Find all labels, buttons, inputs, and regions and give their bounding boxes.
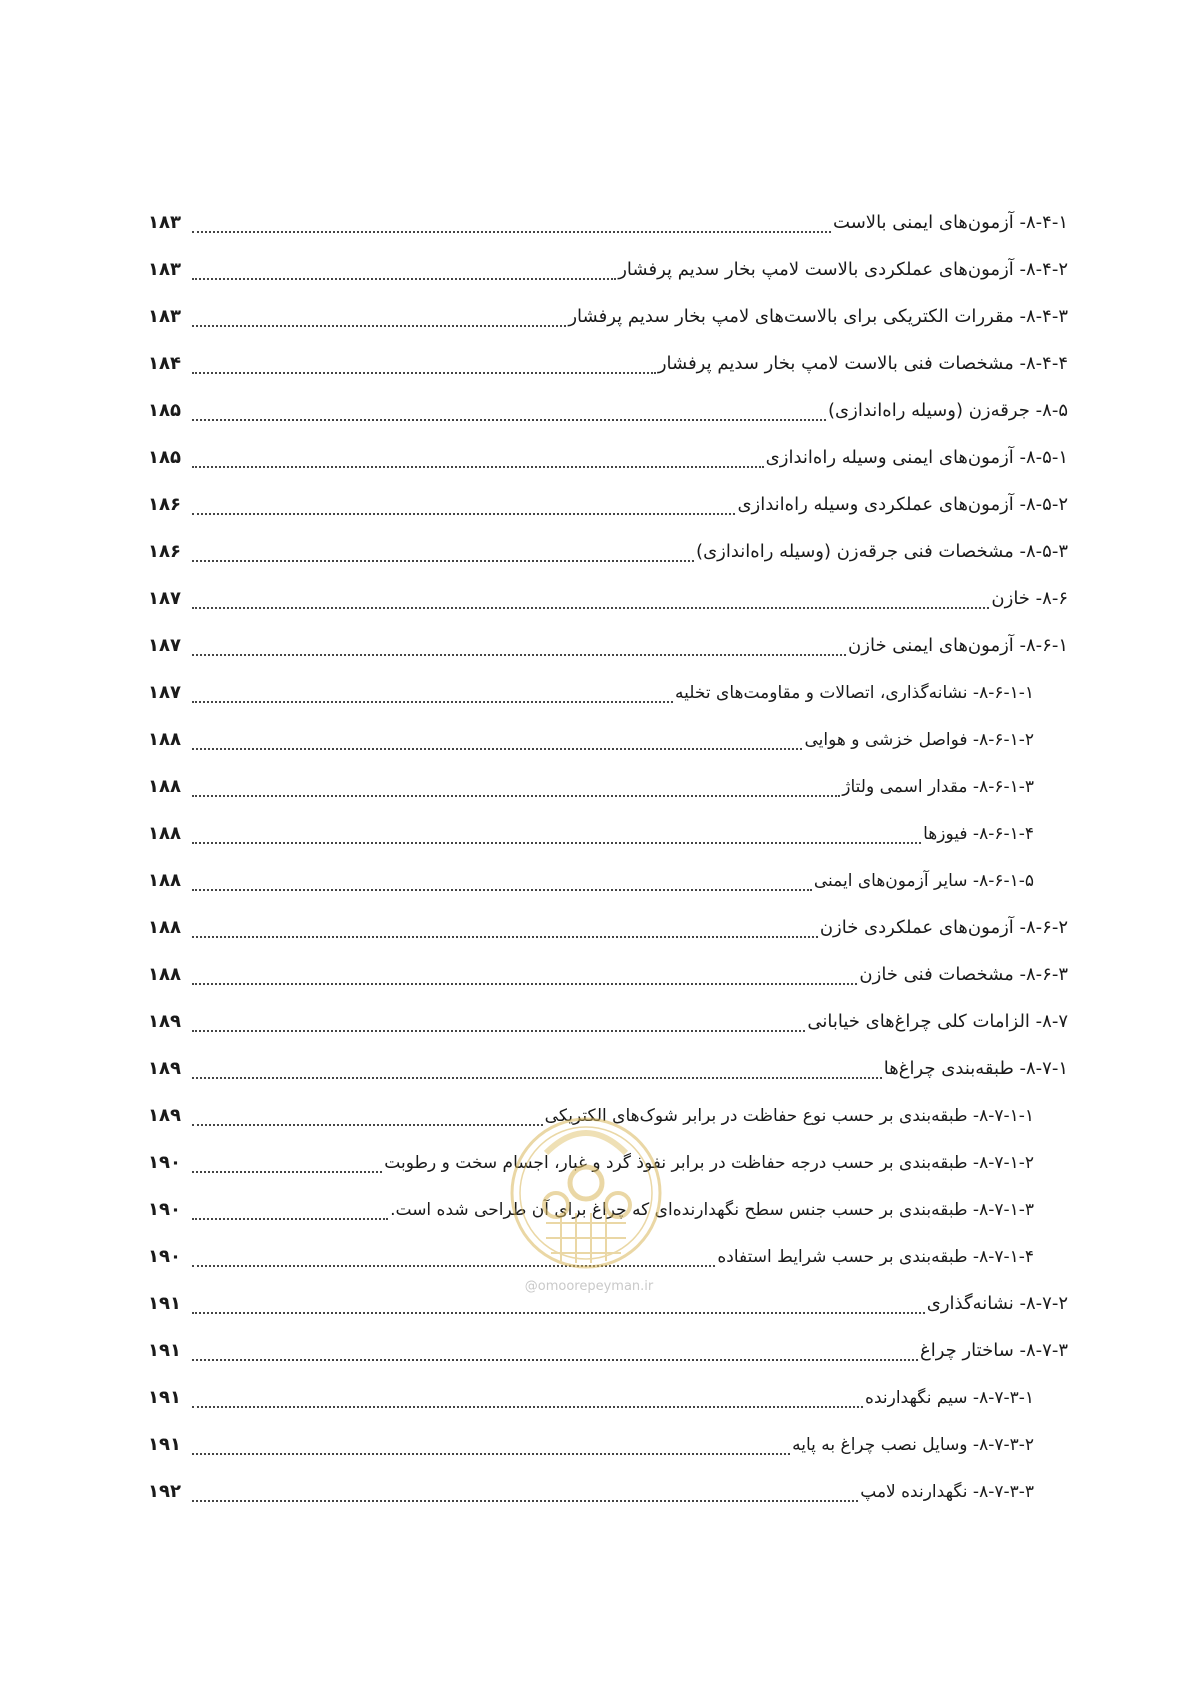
toc-entry-title: ۸-۷-۱-۴- طبقه‌بندی بر حسب شرایط استفاده bbox=[717, 1247, 1034, 1267]
toc-page-number: ۱۸۹ bbox=[148, 1011, 181, 1032]
toc-page-number: ۱۹۱ bbox=[148, 1293, 181, 1314]
toc-entry-title: ۸-۶-۱-۴- فیوزها bbox=[923, 824, 1034, 844]
toc-entry[interactable] bbox=[148, 964, 1068, 1011]
toc-page-number: ۱۸۸ bbox=[148, 823, 181, 844]
toc-page-number: ۱۹۰ bbox=[148, 1199, 181, 1220]
dot-leader bbox=[192, 212, 831, 233]
dot-leader bbox=[192, 541, 694, 562]
toc-entry-title: ۸-۷-۲- نشانه‌گذاری bbox=[926, 1293, 1068, 1314]
toc-page-number: ۱۸۷ bbox=[148, 682, 181, 703]
dot-leader bbox=[192, 259, 616, 280]
toc-entry-title: ۸-۴-۲- آزمون‌های عملکردی بالاست لامپ بخار سدیم پرفشار bbox=[618, 259, 1068, 280]
toc-entry[interactable] bbox=[148, 1011, 1068, 1058]
toc-entry-title: ۸-۷-۱-۱- طبقه‌بندی بر حسب نوع حفاظت در برابر شوک‌های الکتریکی bbox=[544, 1106, 1034, 1126]
toc-entry[interactable] bbox=[148, 1481, 1068, 1528]
toc-entry[interactable] bbox=[148, 1434, 1068, 1481]
toc-entry-title: ۸-۶-۲- آزمون‌های عملکردی خازن bbox=[819, 917, 1068, 938]
toc-entry[interactable] bbox=[148, 1199, 1068, 1246]
toc-page-number: ۱۸۹ bbox=[148, 1058, 181, 1079]
toc-page-number: ۱۹۲ bbox=[148, 1481, 181, 1502]
toc-page-number: ۱۹۱ bbox=[148, 1340, 181, 1361]
toc-page-number: ۱۹۱ bbox=[148, 1387, 181, 1408]
dot-leader bbox=[192, 964, 857, 985]
toc-entry-title: ۸-۷-۳-۳- نگهدارنده لامپ bbox=[860, 1482, 1034, 1502]
dot-leader bbox=[192, 1011, 805, 1032]
toc-entry-title: ۸-۵-۳- مشخصات فنی جرقه‌زن (وسیله راه‌اندازی) bbox=[696, 541, 1068, 562]
toc-entry-title: ۸-۴-۳- مقررات الکتریکی برای بالاست‌های لامپ بخار سدیم پرفشار bbox=[568, 306, 1068, 327]
toc-entry-title: ۸-۴-۴- مشخصات فنی بالاست لامپ بخار سدیم پرفشار bbox=[657, 353, 1068, 374]
toc-entry-title: ۸-۶-۱- آزمون‌های ایمنی خازن bbox=[848, 635, 1068, 656]
dot-leader bbox=[192, 1058, 882, 1079]
toc-entry-title: ۸-۷- الزامات کلی چراغ‌های خیابانی bbox=[807, 1011, 1068, 1032]
dot-leader bbox=[192, 447, 764, 468]
toc-entry-title: ۸-۶-۱-۲- فواصل خزشی و هوایی bbox=[804, 730, 1034, 750]
toc-entry[interactable] bbox=[148, 635, 1068, 682]
toc-page-number: ۱۸۶ bbox=[148, 541, 181, 562]
toc-entry-title: ۸-۶-۳- مشخصات فنی خازن bbox=[859, 964, 1068, 985]
toc-entry-title: ۸-۶- خازن bbox=[991, 588, 1068, 609]
dot-leader bbox=[192, 1152, 382, 1173]
dot-leader bbox=[192, 400, 826, 421]
toc-entry-title: ۸-۷-۳- ساختار چراغ bbox=[919, 1340, 1068, 1361]
toc-page-number: ۱۸۹ bbox=[148, 1105, 181, 1126]
toc-page-number: ۱۸۷ bbox=[148, 588, 181, 609]
toc-entry[interactable] bbox=[148, 823, 1068, 870]
table-of-contents bbox=[148, 212, 1068, 1528]
toc-page-number: ۱۸۸ bbox=[148, 729, 181, 750]
toc-entry[interactable] bbox=[148, 1293, 1068, 1340]
toc-entry[interactable] bbox=[148, 917, 1068, 964]
dot-leader bbox=[192, 1105, 543, 1126]
toc-entry[interactable] bbox=[148, 306, 1068, 353]
dot-leader bbox=[192, 1199, 388, 1220]
toc-page-number: ۱۸۵ bbox=[148, 400, 181, 421]
toc-page-number: ۱۸۷ bbox=[148, 635, 181, 656]
toc-entry[interactable] bbox=[148, 870, 1068, 917]
dot-leader bbox=[192, 1293, 925, 1314]
toc-entry[interactable] bbox=[148, 494, 1068, 541]
dot-leader bbox=[192, 1340, 918, 1361]
dot-leader bbox=[192, 635, 846, 656]
dot-leader bbox=[192, 494, 735, 515]
dot-leader bbox=[192, 1246, 715, 1267]
dot-leader bbox=[192, 823, 921, 844]
toc-entry-title: ۸-۶-۱-۱- نشانه‌گذاری، اتصالات و مقاومت‌های تخلیه bbox=[675, 683, 1034, 703]
toc-page-number: ۱۹۱ bbox=[148, 1434, 181, 1455]
toc-page-number: ۱۸۳ bbox=[148, 212, 181, 233]
toc-entry[interactable] bbox=[148, 400, 1068, 447]
dot-leader bbox=[192, 917, 818, 938]
toc-entry[interactable] bbox=[148, 259, 1068, 306]
toc-entry-title: ۸-۷-۳-۲- وسایل نصب چراغ به پایه bbox=[792, 1435, 1034, 1455]
toc-entry[interactable] bbox=[148, 1105, 1068, 1152]
toc-entry[interactable] bbox=[148, 541, 1068, 588]
toc-entry[interactable] bbox=[148, 353, 1068, 400]
toc-entry-title: ۸-۵-۲- آزمون‌های عملکردی وسیله راه‌اندازی bbox=[737, 494, 1068, 515]
watermark-caption: @omoorepeyman.ir bbox=[524, 1279, 654, 1294]
dot-leader bbox=[192, 1434, 790, 1455]
toc-entry[interactable] bbox=[148, 682, 1068, 729]
toc-page-number: ۱۸۴ bbox=[148, 353, 181, 374]
toc-page-number: ۱۹۰ bbox=[148, 1246, 181, 1267]
toc-page-number: ۱۸۳ bbox=[148, 259, 181, 280]
toc-entry[interactable] bbox=[148, 729, 1068, 776]
dot-leader bbox=[192, 776, 840, 797]
dot-leader bbox=[192, 682, 673, 703]
toc-entry-title: ۸-۷-۱-۲- طبقه‌بندی بر حسب درجه حفاظت در برابر نفوذ گرد و غبار، اجسام سخت و رطوبت bbox=[384, 1153, 1034, 1173]
toc-entry[interactable] bbox=[148, 1340, 1068, 1387]
toc-entry[interactable] bbox=[148, 1058, 1068, 1105]
toc-entry-title: ۸-۷-۱-۳- طبقه‌بندی بر حسب جنس سطح نگهدارنده‌ای که چراغ برای آن طراحی شده است. bbox=[390, 1200, 1034, 1220]
dot-leader bbox=[192, 588, 989, 609]
toc-entry-title: ۸-۴-۱- آزمون‌های ایمنی بالاست bbox=[833, 212, 1068, 233]
toc-page-number: ۱۸۸ bbox=[148, 964, 181, 985]
dot-leader bbox=[192, 1387, 863, 1408]
dot-leader bbox=[192, 353, 656, 374]
toc-page-number: ۱۸۵ bbox=[148, 447, 181, 468]
toc-entry[interactable] bbox=[148, 447, 1068, 494]
toc-entry-title: ۸-۷-۳-۱- سیم نگهدارنده bbox=[865, 1388, 1034, 1408]
toc-page-number: ۱۸۸ bbox=[148, 776, 181, 797]
toc-entry[interactable] bbox=[148, 212, 1068, 259]
toc-entry-title: ۸-۷-۱- طبقه‌بندی چراغ‌ها bbox=[883, 1058, 1068, 1079]
dot-leader bbox=[192, 306, 566, 327]
toc-entry-title: ۸-۵- جرقه‌زن (وسیله راه‌اندازی) bbox=[828, 400, 1068, 421]
toc-page-number: ۱۸۸ bbox=[148, 917, 181, 938]
toc-entry-title: ۸-۵-۱- آزمون‌های ایمنی وسیله راه‌اندازی bbox=[765, 447, 1068, 468]
toc-entry[interactable] bbox=[148, 1387, 1068, 1434]
toc-entry-title: ۸-۶-۱-۵- سایر آزمون‌های ایمنی bbox=[813, 871, 1034, 891]
toc-entry[interactable] bbox=[148, 1152, 1068, 1199]
toc-entry[interactable] bbox=[148, 588, 1068, 635]
toc-page-number: ۱۸۸ bbox=[148, 870, 181, 891]
toc-entry-title: ۸-۶-۱-۳- مقدار اسمی ولتاژ bbox=[842, 777, 1034, 797]
toc-page-number: ۱۸۳ bbox=[148, 306, 181, 327]
toc-page-number: ۱۸۶ bbox=[148, 494, 181, 515]
dot-leader bbox=[192, 870, 812, 891]
dot-leader bbox=[192, 1481, 858, 1502]
toc-entry[interactable] bbox=[148, 776, 1068, 823]
toc-page-number: ۱۹۰ bbox=[148, 1152, 181, 1173]
dot-leader bbox=[192, 729, 802, 750]
